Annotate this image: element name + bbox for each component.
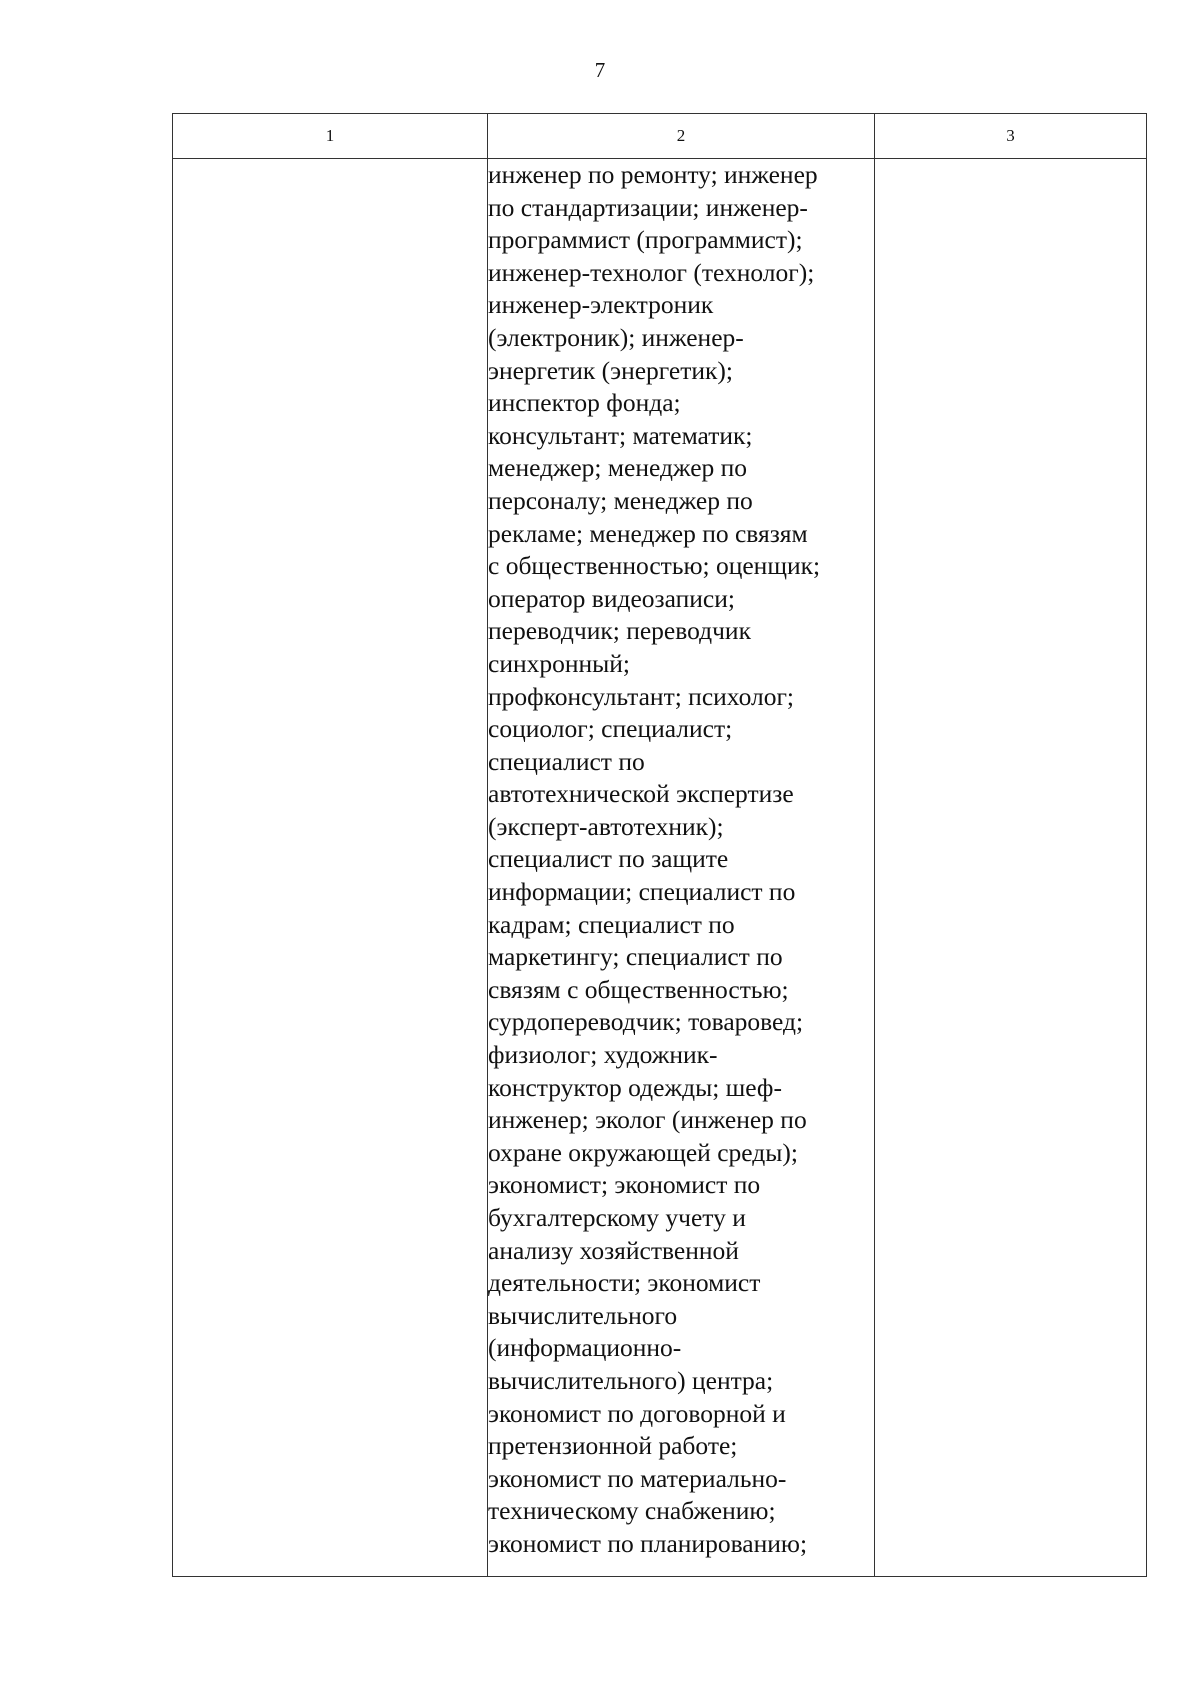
position-list [488,159,874,1561]
text-line: специалист по защите [488,844,729,874]
text-line: кадрам; специалист по [488,909,735,939]
text-line: синхронный; [488,648,631,678]
text-line: (эксперт-автотехник); [488,811,724,841]
text-line: рекламе; менеджер по связям [488,518,808,548]
text-line: техническому снабжению; [488,1496,776,1526]
text-line: физиолог; художник- [488,1040,718,1070]
table-header-row [173,114,1147,159]
text-line: анализу хозяйственной [488,1235,739,1265]
text-line: вычислительного) центра; [488,1365,774,1395]
text-line: менеджер; менеджер по [488,453,748,483]
page-number: 7 [594,58,606,82]
text-line: инспектор фонда; [488,388,681,418]
document-table [172,113,1147,1577]
text-line: экономист по договорной и [488,1398,786,1428]
column-3-cell [875,159,1147,1577]
text-line: бухгалтерскому учету и [488,1203,746,1232]
text-line: социолог; специалист; [488,714,733,744]
text-line: автотехнической экспертизе [488,779,794,809]
text-line: инженер-электроник [488,290,714,320]
text-line: маркетингу; специалист по [488,942,783,972]
column-3-header: 3 [875,114,1147,159]
text-line: экономист; экономист по [488,1170,761,1200]
text-line: консультант; математик; [488,420,753,450]
text-line: претензионной работе; [488,1431,738,1461]
column-1-cell [173,159,488,1577]
text-line: информации; специалист по [488,877,796,907]
text-line: конструктор одежды; шеф- [488,1072,782,1102]
text-line: инженер; эколог (инженер по [488,1105,807,1135]
text-line: инженер по ремонту; инженер [488,160,818,189]
text-line: инженер-технолог (технолог); [488,257,815,287]
column-2-header: 2 [488,114,875,159]
text-line: с общественностью; оценщик; [488,551,821,581]
text-line: профконсультант; психолог; [488,681,794,711]
text-line: деятельности; экономист [488,1268,761,1298]
text-line: по стандартизации; инженер- [488,192,808,222]
text-line: программист (программист); [488,225,803,255]
text-line: экономист по планированию; [488,1528,808,1558]
text-line: вычислительного [488,1300,678,1330]
text-line: (электроник); инженер- [488,322,744,352]
text-line: связям с общественностью; [488,974,789,1004]
text-line: персоналу; менеджер по [488,485,753,515]
text-line: энергетик (энергетик); [488,355,734,385]
text-line: оператор видеозаписи; [488,583,735,613]
text-line: (информационно- [488,1333,682,1363]
column-1-header: 1 [173,114,488,159]
text-line: охране окружающей среды); [488,1137,798,1167]
text-line: переводчик; переводчик [488,616,751,646]
text-line: специалист по [488,746,645,776]
text-line: сурдопереводчик; товаровед; [488,1007,804,1037]
text-line: экономист по материально- [488,1463,787,1493]
column-2-cell [488,159,875,1577]
table-row [173,159,1147,1577]
